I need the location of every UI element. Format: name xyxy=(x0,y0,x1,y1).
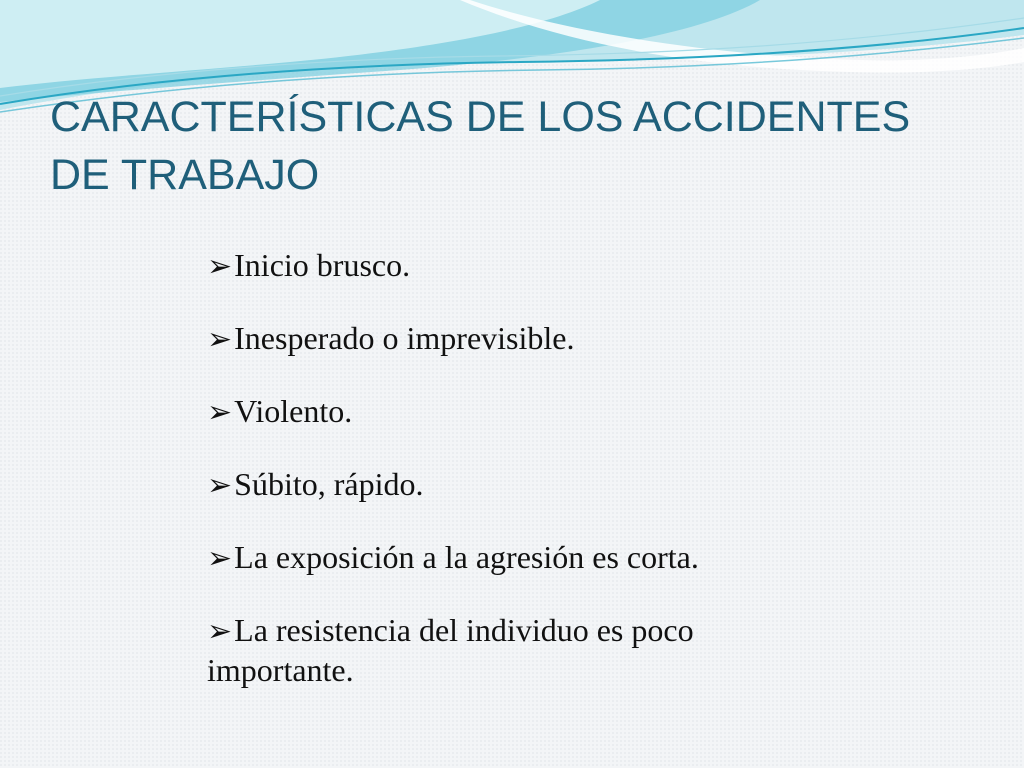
list-item-text: Inesperado o imprevisible. xyxy=(234,320,575,356)
arrow-bullet-icon: ➢ xyxy=(207,396,233,429)
list-item-text: Inicio brusco. xyxy=(234,247,411,283)
list-item-text: Súbito, rápido. xyxy=(234,466,424,502)
list-item xyxy=(207,246,847,286)
arrow-bullet-icon: ➢ xyxy=(207,469,233,502)
list-item xyxy=(207,319,847,359)
arrow-bullet-icon: ➢ xyxy=(207,323,233,356)
list-item-text: Violento. xyxy=(234,393,353,429)
list-item-text: La resistencia del individuo es poco importante. xyxy=(207,612,694,688)
arrow-bullet-icon: ➢ xyxy=(207,615,233,648)
slide-title: CARACTERÍSTICAS DE LOS ACCIDENTES DE TRABAJO xyxy=(50,93,911,199)
list-item xyxy=(207,392,847,432)
arrow-bullet-icon: ➢ xyxy=(207,250,233,283)
characteristics-list xyxy=(207,246,847,689)
list-item xyxy=(207,465,847,505)
arrow-bullet-icon: ➢ xyxy=(207,542,233,575)
list-item xyxy=(207,611,847,689)
list-item xyxy=(207,538,847,578)
list-item-text: La exposición a la agresión es corta. xyxy=(234,539,699,575)
